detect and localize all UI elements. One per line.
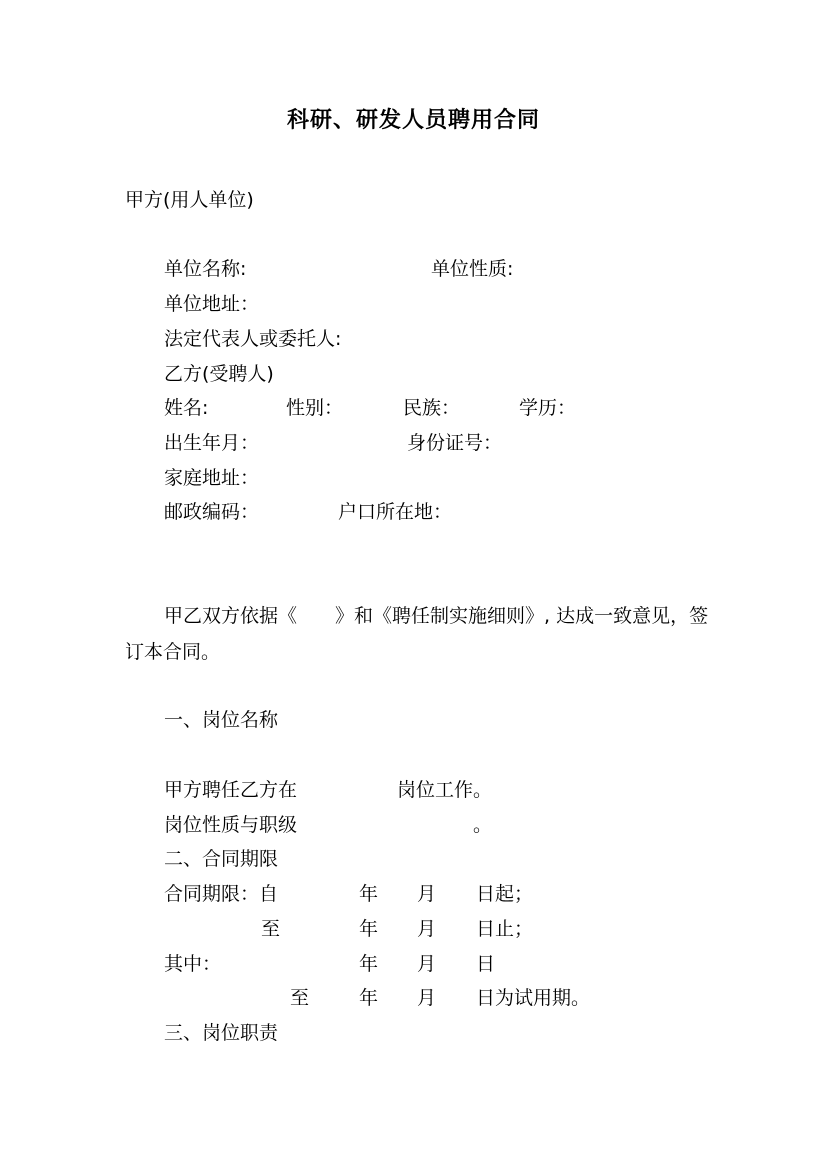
probation-end-year: 年 [359, 987, 379, 1009]
period-to: 至 [261, 918, 281, 940]
probation-start-day: 日 [476, 953, 496, 975]
unit-nature-label: 单位性质: [431, 258, 514, 280]
section-3-heading: 三、岗位职责 [164, 1022, 279, 1044]
probation-start-month: 月 [417, 953, 437, 975]
probation-to: 至 [290, 987, 310, 1009]
party-b-heading: 乙方(受聘人) [164, 363, 274, 385]
party-a-heading: 甲方(用人单位) [125, 189, 254, 211]
position-nature-end: 。 [473, 814, 493, 836]
id-number-label: 身份证号： [407, 432, 503, 454]
position-nature-label: 岗位性质与职级 [164, 814, 298, 836]
probation-end-day: 日为试用期。 [476, 987, 591, 1009]
period-label: 合同期限：自 [164, 883, 279, 905]
section-1-heading: 一、岗位名称 [164, 709, 279, 731]
period-end-year: 年 [359, 918, 379, 940]
probation-start-year: 年 [359, 953, 379, 975]
period-start-month: 月 [417, 883, 437, 905]
hire-suffix: 岗位工作。 [397, 779, 493, 801]
ethnicity-label: 民族： [403, 397, 461, 419]
name-label: 姓名: [164, 397, 209, 419]
gender-label: 性别： [286, 397, 344, 419]
birth-label: 出生年月： [164, 432, 260, 454]
agreement-line-2: 订本合同。 [125, 641, 221, 663]
probation-label: 其中： [164, 953, 222, 975]
period-start-year: 年 [359, 883, 379, 905]
period-end-day: 日止； [476, 918, 534, 940]
education-label: 学历： [519, 397, 577, 419]
home-address-label: 家庭地址： [164, 467, 260, 489]
agreement-line-1: 甲乙双方依据《 》和《聘任制实施细则》, 达成一致意见，签 [164, 605, 709, 627]
section-2-heading: 二、合同期限 [164, 848, 279, 870]
probation-end-month: 月 [417, 987, 437, 1009]
postal-code-label: 邮政编码： [164, 501, 260, 523]
hukou-label: 户口所在地： [338, 501, 453, 523]
hire-prefix: 甲方聘任乙方在 [164, 779, 298, 801]
legal-rep-label: 法定代表人或委托人: [164, 328, 342, 350]
unit-name-label: 单位名称: [164, 258, 247, 280]
period-end-month: 月 [417, 918, 437, 940]
unit-address-label: 单位地址： [164, 293, 260, 315]
period-start-day: 日起； [476, 883, 534, 905]
document-title: 科研、研发人员聘用合同 [286, 107, 540, 133]
